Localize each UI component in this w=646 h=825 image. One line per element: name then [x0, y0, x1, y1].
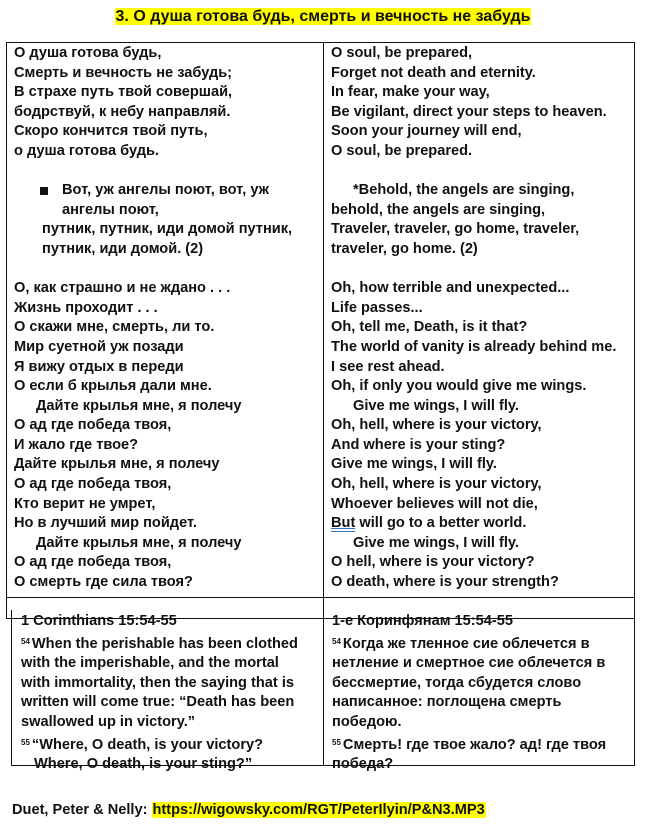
lyric-line: In fear, make your way, [331, 84, 490, 101]
lyric-line: Give me wings, I will fly. [353, 397, 519, 414]
footer-label: Duet, Peter & Nelly: [12, 802, 148, 818]
verse-text: Когда же тленное сие облечется в [342, 635, 590, 652]
lyric-line: Give me wings, I will fly. [331, 456, 497, 473]
lyric-line: Дайте крылья мне, я полечу [36, 534, 242, 551]
lyric-line: Oh, hell, where is your victory, [331, 476, 542, 493]
lyric-line: Be vigilant, direct your steps to heaven. [331, 103, 607, 120]
lyric-line: О ад где победа твоя, [14, 476, 172, 493]
verse-line: бессмертие, тогда сбудется слово [332, 674, 582, 691]
lyric-line: Но в лучший мир пойдет. [14, 515, 197, 532]
lyric-line: Life passes... [331, 299, 423, 316]
verse-line: нетление и смертное сие облечется в [332, 655, 606, 672]
lyric-line: And where is your sting? [331, 436, 506, 453]
lyric-line: The world of vanity is already behind me. [331, 338, 617, 355]
page-title [0, 6, 646, 28]
scripture-row [12, 610, 634, 775]
chorus-line: путник, иди домой. (2) [42, 240, 204, 257]
lyric-line: Forget not death and eternity. [331, 64, 536, 81]
verse-line: написанное: поглощена смерть [332, 694, 562, 711]
lyric-line: O soul, be prepared. [331, 142, 473, 159]
lyric-line: И жало где твое? [14, 436, 139, 453]
lyric-line: Смерть и вечность не забудь; [14, 64, 233, 81]
lyric-line: Oh, if only you would give me wings. [331, 378, 587, 395]
verse-line [332, 733, 634, 756]
lyric-line: O hell, where is your victory? [331, 554, 535, 571]
english-lyrics-cell [324, 43, 634, 597]
scripture-reference: 1 Corinthians 15:54-55 [21, 613, 177, 629]
chorus-line: behold, the angels are singing, [331, 201, 546, 218]
scripture-reference: 1-е Коринфянам 15:54-55 [332, 613, 513, 629]
spellcheck-underlined-word: But [331, 515, 356, 532]
verse-line: Where, O death, is your sting?” [34, 756, 253, 773]
lyric-line: Give me wings, I will fly. [353, 534, 519, 551]
verse-line: with the imperishable, and the mortal [21, 655, 279, 672]
lyric-line: I see rest ahead. [331, 358, 445, 375]
lyric-line: О ад где победа твоя, [14, 417, 172, 434]
scripture-table [11, 610, 635, 773]
verse-text: “Where, O death, is your victory? [31, 736, 264, 753]
chorus-line [14, 181, 323, 201]
lyric-line: О ад где победа твоя, [14, 554, 172, 571]
chorus-line: traveler, go home. (2) [331, 240, 478, 257]
lyric-line: Whoever believes will not die, [331, 495, 538, 512]
lyric-line: Soon your journey will end, [331, 123, 522, 140]
square-bullet-icon [40, 187, 48, 195]
lyric-line: В страхе путь твой совершай, [14, 84, 233, 101]
audio-link[interactable]: https://wigowsky.com/RGT/PeterIlyin/P&N3.MP3 [152, 802, 485, 818]
verse-line [21, 632, 323, 655]
lyric-line: O death, where is your strength? [331, 574, 559, 591]
verse-line [21, 733, 323, 756]
lyrics-row [7, 43, 634, 597]
chorus-line: *Behold, the angels are singing, [353, 182, 575, 199]
lyric-line: Oh, how terrible and unexpected... [331, 280, 570, 297]
verse-number: 54 [332, 636, 341, 646]
lyric-line: О, как страшно и не ждано . . . [14, 280, 231, 297]
verse-line: swallowed up in victory.” [21, 713, 196, 730]
footer [12, 800, 486, 820]
lyric-line-rest: will go to a better world. [355, 515, 527, 532]
lyric-line: о душа готова будь. [14, 142, 159, 159]
chorus-line: путник, путник, иди домой путник, [42, 221, 293, 238]
title-text: 3. О душа готова будь, смерть и вечность не забудь [115, 8, 531, 25]
chorus-line: ангелы поют, [62, 201, 159, 218]
chorus-text: Вот, уж ангелы поют, вот, уж [62, 182, 269, 199]
russian-scripture-cell [324, 610, 634, 775]
chorus-line: Traveler, traveler, go home, traveler, [331, 221, 580, 238]
lyric-line: О душа готова будь, [14, 45, 162, 61]
verse-line: with immortality, then the saying that is [21, 674, 294, 691]
verse-text: When the perishable has been clothed [31, 635, 298, 652]
russian-lyrics-cell [7, 43, 324, 597]
lyric-line: Oh, tell me, Death, is it that? [331, 319, 528, 336]
lyric-line: Oh, hell, where is your victory, [331, 417, 542, 434]
lyric-line: O soul, be prepared, [331, 45, 473, 61]
lyric-line: бодрствуй, к небу направляй. [14, 103, 231, 120]
lyric-line: О смерть где сила твоя? [14, 574, 193, 591]
lyrics-table [6, 42, 635, 619]
verse-line [332, 632, 634, 655]
lyric-line [331, 514, 634, 534]
lyric-line: Я вижу отдых в переди [14, 358, 184, 375]
lyric-line: Дайте крылья мне, я полечу [36, 397, 242, 414]
lyric-line: Дайте крылья мне, я полечу [14, 456, 220, 473]
verse-line: победа? [332, 756, 394, 773]
lyric-line: Жизнь проходит . . . [14, 299, 158, 316]
verse-text: Смерть! где твое жало? ад! где твоя [342, 736, 607, 753]
lyric-line: Мир суетной уж позади [14, 338, 184, 355]
lyric-line: Кто верит не умрет, [14, 495, 156, 512]
lyric-line: О если б крылья дали мне. [14, 378, 212, 395]
verse-number: 54 [21, 636, 30, 646]
verse-line: победою. [332, 713, 402, 730]
verse-number: 55 [332, 737, 341, 747]
verse-number: 55 [21, 737, 30, 747]
english-scripture-cell [12, 610, 324, 773]
lyric-line: Скоро кончится твой путь, [14, 123, 208, 140]
verse-line: written will come true: “Death has been [21, 694, 295, 711]
lyric-line: О скажи мне, смерть, ли то. [14, 319, 215, 336]
